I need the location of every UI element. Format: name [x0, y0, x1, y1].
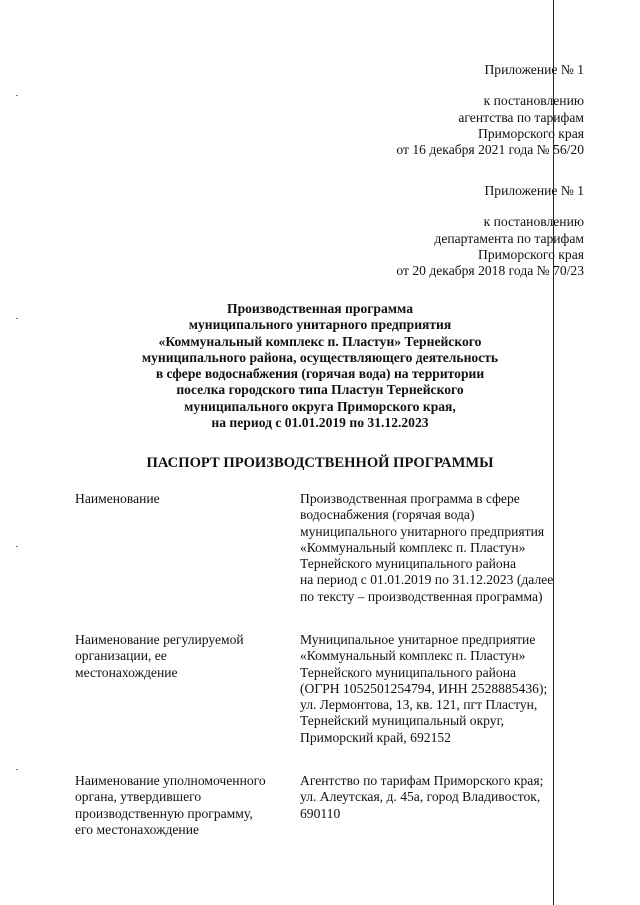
program-title-line: Производственная программа [227, 301, 413, 316]
row-value [300, 632, 547, 746]
row-value-line: Приморский край, 692152 [300, 729, 451, 745]
program-title-line: в сфере водоснабжения (горячая вода) на территории [155, 366, 485, 382]
margin-mark [16, 546, 18, 547]
annex-line: агентства по тарифам [458, 109, 584, 125]
row-label-line: организации, ее [75, 648, 167, 664]
program-title-line: «Коммунальный комплекс п. Пластун» Тернейского [158, 333, 482, 349]
row-label-line: местонахождение [75, 664, 178, 680]
row-label-line: Наименование [75, 491, 160, 506]
annex-line: Приморского края [478, 246, 584, 262]
row-label-line: Наименование регулируемой [75, 632, 244, 647]
annex-line: от 20 декабря 2018 года № 70/23 [396, 263, 584, 279]
row-label-line: его местонахождение [75, 821, 200, 837]
row-value-line: водоснабжения (горячая вода) [300, 507, 475, 523]
row-value-line: «Коммунальный комплекс п. Пластун» [300, 648, 526, 664]
program-title-line: поселка городского типа Пластун Тернейского [176, 382, 464, 398]
margin-mark [16, 95, 18, 96]
program-title-line: муниципального района, осуществляющего деятельность [141, 349, 499, 365]
row-value-line: по тексту – производственная программа) [300, 588, 543, 604]
annex-line: к постановлению [483, 93, 584, 109]
row-value-line: Муниципальное унитарное предприятие [300, 632, 536, 647]
row-label [75, 632, 285, 681]
program-title-line: муниципального округа Приморского края, [184, 398, 456, 414]
row-label-line: производственную программу, [75, 805, 253, 821]
annex-block-agency [396, 62, 584, 158]
row-value-line: 690110 [300, 805, 341, 821]
annex-title: Приложение № 1 [484, 62, 584, 77]
margin-mark [16, 769, 18, 770]
row-value-line: Агентство по тарифам Приморского края; [300, 773, 544, 788]
row-label-line: Наименование уполномоченного [75, 773, 266, 788]
annex-line: к постановлению [483, 214, 584, 230]
row-label [75, 773, 285, 838]
row-value-line: Тернейский муниципальный округ, [300, 713, 505, 729]
program-title-line: на период с 01.01.2019 по 31.12.2023 [211, 415, 429, 431]
passport-heading: ПАСПОРТ ПРОИЗВОДСТВЕННОЙ ПРОГРАММЫ [146, 455, 494, 471]
margin-mark [16, 318, 18, 319]
program-title [60, 301, 580, 431]
annex-line: департамента по тарифам [434, 230, 584, 246]
row-label-line: органа, утвердившего [75, 789, 202, 805]
row-value-line: (ОГРН 1052501254794, ИНН 2528885436); [300, 680, 548, 696]
row-value-line: муниципального унитарного предприятия [300, 523, 545, 539]
annex-block-department [396, 183, 584, 279]
row-value-line: Тернейского муниципального района [300, 664, 516, 680]
annex-line: Приморского края [478, 125, 584, 141]
row-value-line: Тернейского муниципального района [300, 556, 516, 572]
row-value-line: ул. Лермонтова, 13, кв. 121, пгт Пластун, [300, 697, 538, 713]
row-value [300, 773, 543, 822]
row-label [75, 491, 285, 507]
row-value-line: Производственная программа в сфере [300, 491, 520, 506]
row-value-line: на период с 01.01.2019 по 31.12.2023 (далее [300, 572, 554, 588]
annex-title: Приложение № 1 [484, 183, 584, 198]
row-value-line: «Коммунальный комплекс п. Пластун» [300, 539, 526, 555]
program-title-line: муниципального унитарного предприятия [188, 317, 452, 333]
annex-line: от 16 декабря 2021 года № 56/20 [396, 142, 584, 158]
row-value [300, 491, 553, 605]
row-value-line: ул. Алеутская, д. 45а, город Владивосток, [300, 789, 541, 805]
